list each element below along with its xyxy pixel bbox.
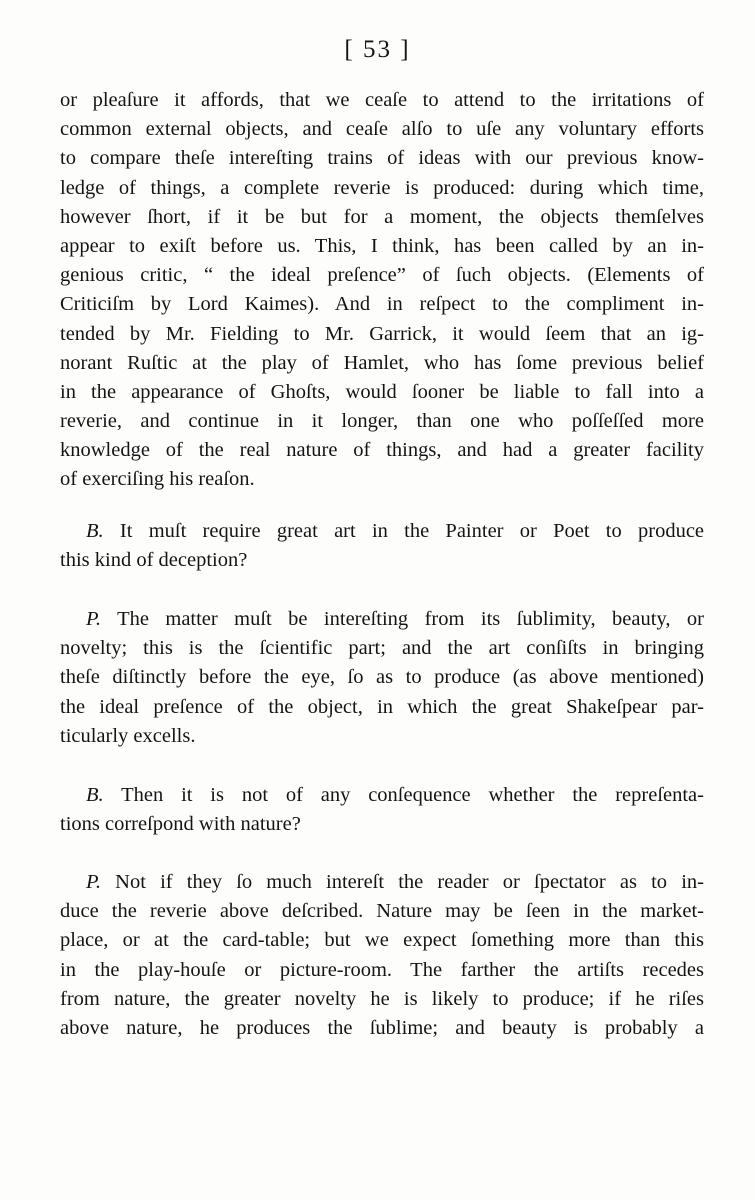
- text-line: reverie, and continue in it longer, than one who poſſeſſed more: [60, 410, 704, 433]
- text-line: from nature, the greater novelty he is likely to produce; if he riſes: [60, 987, 704, 1010]
- text-line: above nature, he produces the ſublime; and beauty is probably a: [60, 1016, 704, 1039]
- paragraph-4: [60, 781, 704, 839]
- line-text: It muſt require great art in the Painter or Poet to produce: [119, 520, 705, 542]
- text-line: genious critic, “ the ideal preſence” of ſuch objects. (Elements of: [60, 264, 704, 287]
- text-line: the ideal preſence of the object, in which the great Shakeſpear par-: [60, 695, 704, 718]
- text-line: Criticiſm by Lord Kaimes). And in reſpect to the compliment in-: [60, 293, 704, 316]
- text-line: [60, 781, 704, 810]
- line-text: Then it is not of any conſequence whether the repreſenta-: [121, 784, 704, 806]
- line-text: Not if they ſo much intereſt the reader or ſpectator as to in-: [115, 871, 704, 893]
- text-line: or pleaſure it affords, that we ceaſe to attend to the irritations of: [60, 89, 704, 111]
- text-line: of exerciſing his reaſon.: [60, 468, 255, 491]
- text-line: [60, 868, 704, 897]
- text-line: this kind of deception?: [60, 549, 248, 572]
- paragraph-2: [60, 517, 704, 575]
- text-line: novelty; this is the ſcientific part; and the art conſiſts in bringing: [60, 637, 704, 660]
- text-line: place, or at the card-table; but we expect ſomething more than this: [60, 929, 704, 952]
- text-line: common external objects, and ceaſe alſo to uſe any voluntary efforts: [60, 118, 704, 141]
- page-number: [ 53 ]: [344, 36, 411, 63]
- speaker-label: B.: [86, 520, 104, 542]
- text-line: duce the reverie above deſcribed. Nature may be ſeen in the market-: [60, 900, 704, 923]
- text-line: knowledge of the real nature of things, and had a greater facility: [60, 439, 704, 462]
- text-line: however ſhort, if it be but for a moment, the objects themſelves: [60, 205, 704, 228]
- text-line: tended by Mr. Fielding to Mr. Garrick, it would ſeem that an ig-: [60, 322, 704, 345]
- text-line: in the play-houſe or picture-room. The farther the artiſts recedes: [60, 958, 704, 981]
- text-line: in the appearance of Ghoſts, would ſooner be liable to fall into a: [60, 380, 704, 403]
- text-line: [60, 605, 704, 634]
- line-text: The matter muſt be intereſting from its ſublimity, beauty, or: [117, 608, 704, 630]
- paragraph-5: [60, 868, 704, 1043]
- text-line: to compare theſe intereſting trains of ideas with our previous know-: [60, 147, 704, 170]
- speaker-label: P.: [86, 608, 102, 630]
- text-line: tions correſpond with nature?: [60, 813, 301, 836]
- speaker-label: B.: [86, 784, 104, 806]
- paragraph-3: [60, 605, 704, 751]
- text-line: norant Ruſtic at the play of Hamlet, who has ſome previous belief: [60, 351, 704, 374]
- text-line: ledge of things, a complete reverie is produced: during which time,: [60, 176, 704, 199]
- text-line: appear to exiſt before us. This, I think, has been called by an in-: [60, 234, 704, 257]
- text-line: theſe diſtinctly before the eye, ſo as to produce (as above mentioned): [60, 666, 704, 689]
- paragraph-1: [60, 86, 704, 495]
- text-line: ticularly excells.: [60, 724, 196, 747]
- text-line: [60, 517, 704, 546]
- speaker-label: P.: [86, 871, 102, 893]
